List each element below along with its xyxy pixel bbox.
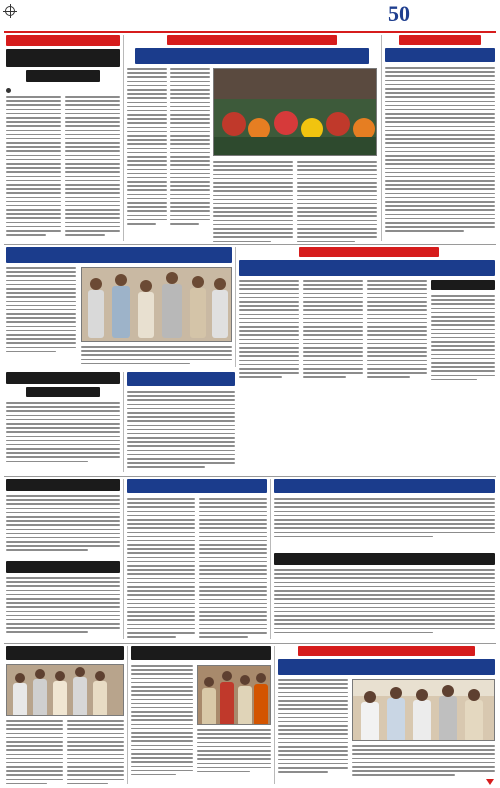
article-1-kicker bbox=[6, 35, 120, 46]
page-corner-icon bbox=[486, 779, 494, 785]
article-2-headline bbox=[135, 48, 369, 64]
article-4 bbox=[6, 247, 232, 367]
column-rule bbox=[274, 646, 275, 784]
column-rule bbox=[123, 372, 124, 472]
article-4-headline bbox=[6, 247, 232, 263]
article-13 bbox=[6, 561, 120, 639]
anniversary-logo: 50 bbox=[388, 1, 410, 26]
article-7-headline-2 bbox=[26, 387, 100, 397]
masthead bbox=[0, 0, 500, 32]
column-rule bbox=[123, 35, 124, 241]
article-13-headline bbox=[6, 561, 120, 573]
column-rule bbox=[127, 646, 128, 784]
article-15-body bbox=[131, 665, 193, 778]
article-12-body bbox=[274, 569, 495, 636]
article-1 bbox=[6, 35, 120, 241]
article-9-body bbox=[6, 495, 120, 554]
article-2-body-4 bbox=[297, 161, 377, 245]
article-1-body-2 bbox=[65, 96, 120, 238]
article-16-photo bbox=[352, 679, 495, 741]
article-14-photo bbox=[6, 664, 124, 716]
column-rule bbox=[235, 247, 236, 367]
article-10-body bbox=[127, 498, 195, 640]
byline-dot-icon bbox=[6, 88, 11, 93]
article-9-headline bbox=[6, 479, 120, 491]
article-16-body-2 bbox=[352, 745, 495, 779]
article-5 bbox=[239, 247, 495, 472]
article-2-kicker bbox=[167, 35, 337, 45]
article-14-body-2 bbox=[67, 720, 124, 787]
article-7-body bbox=[6, 402, 120, 465]
article-14-headline bbox=[6, 646, 124, 660]
article-7-headline bbox=[6, 372, 120, 384]
article-3-kicker bbox=[399, 35, 481, 45]
article-11-body bbox=[274, 498, 495, 540]
registration-mark-icon bbox=[5, 6, 15, 16]
article-6-headline bbox=[431, 280, 495, 290]
article-8-body bbox=[127, 391, 235, 471]
article-3-body bbox=[385, 67, 495, 235]
masthead-rule bbox=[4, 31, 496, 33]
article-15 bbox=[131, 646, 271, 784]
article-14 bbox=[6, 646, 124, 784]
section-rule bbox=[4, 244, 496, 245]
masthead-section-title bbox=[198, 3, 302, 19]
column-rule bbox=[270, 479, 271, 639]
article-5-body-2 bbox=[303, 280, 363, 381]
article-6 bbox=[431, 280, 495, 383]
article-9 bbox=[6, 479, 120, 557]
column-rule bbox=[123, 479, 124, 639]
article-15-headline bbox=[131, 646, 271, 660]
article-2-body bbox=[127, 68, 167, 227]
article-15-body-2 bbox=[197, 729, 271, 775]
article-13-body bbox=[6, 577, 120, 636]
article-1-body bbox=[6, 96, 61, 238]
article-16 bbox=[278, 646, 495, 784]
article-2-body-2 bbox=[170, 68, 210, 227]
article-11-headline bbox=[274, 479, 495, 493]
article-16-kicker bbox=[298, 646, 475, 656]
article-10-headline bbox=[127, 479, 267, 493]
article-16-headline bbox=[278, 659, 495, 675]
article-4-body bbox=[6, 267, 76, 355]
section-rule bbox=[4, 476, 496, 477]
article-12-headline bbox=[274, 553, 495, 565]
article-2-photo bbox=[213, 68, 377, 156]
article-7 bbox=[6, 372, 120, 472]
article-3 bbox=[385, 35, 495, 241]
article-15-photo bbox=[197, 665, 271, 725]
page-number bbox=[468, 20, 496, 30]
article-10 bbox=[127, 479, 267, 639]
masthead-dateline bbox=[175, 20, 325, 30]
article-14-body bbox=[6, 720, 63, 787]
article-4-body-2 bbox=[81, 346, 232, 367]
article-5-kicker bbox=[299, 247, 439, 257]
article-16-body bbox=[278, 679, 348, 775]
article-2-body-3 bbox=[213, 161, 293, 245]
article-8-headline bbox=[127, 372, 235, 386]
article-12 bbox=[274, 553, 495, 639]
article-10-body-2 bbox=[199, 498, 267, 640]
section-rule bbox=[4, 643, 496, 644]
article-5-headline bbox=[239, 260, 495, 276]
column-rule bbox=[381, 35, 382, 241]
article-4-photo bbox=[81, 267, 232, 342]
article-5-body-3 bbox=[367, 280, 427, 381]
article-2 bbox=[127, 35, 377, 241]
article-3-headline bbox=[385, 48, 495, 62]
article-1-headline-2 bbox=[26, 70, 100, 82]
article-11 bbox=[274, 479, 495, 549]
article-5-body bbox=[239, 280, 299, 381]
article-1-headline bbox=[6, 49, 120, 67]
article-8 bbox=[127, 372, 235, 472]
